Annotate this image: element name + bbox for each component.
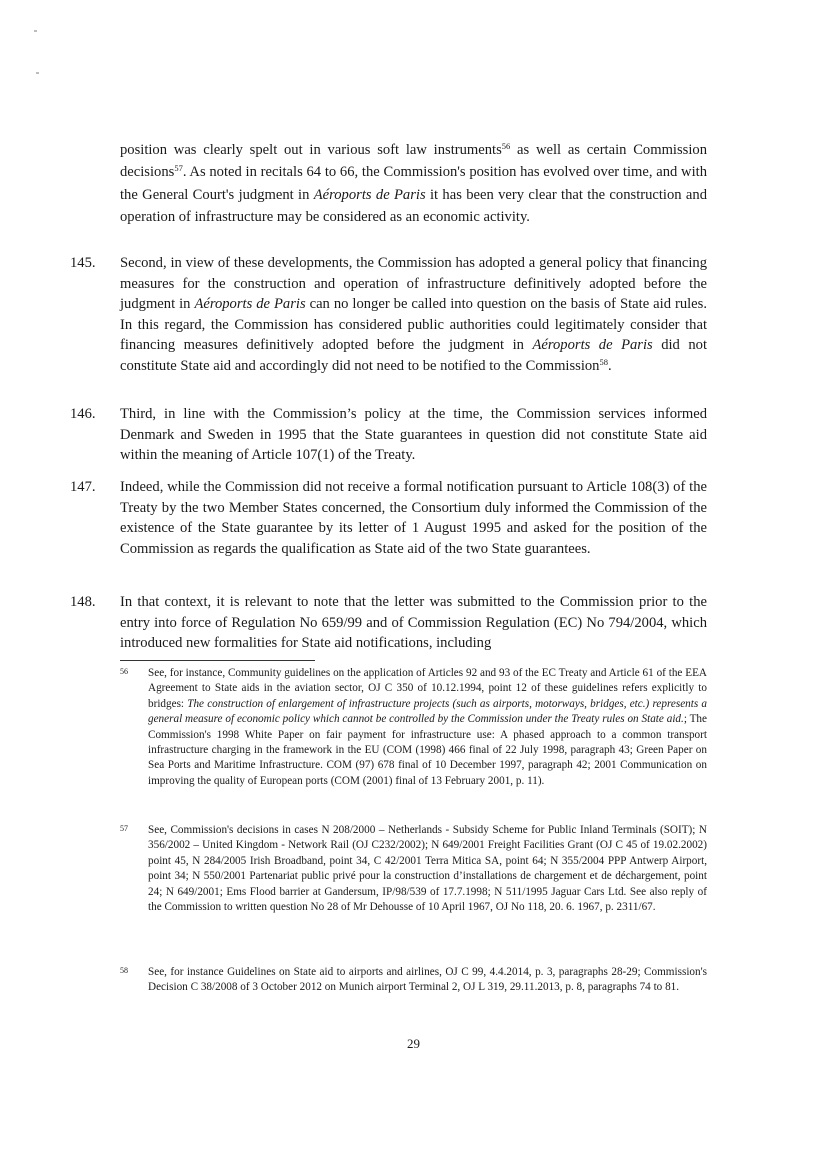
paragraph-number: 148. [70,594,96,610]
footnote-number: 57 [120,824,128,833]
scan-speck [36,72,39,74]
scan-speck [34,30,37,32]
opening-paragraph: position was clearly spelt out in various soft law instruments$^{56}$ as well as certain Commission decisions$^{57}$. As noted in recitals 64 to 66, the Commission's position has evolved over time, and with the General Court's judgment in Aéroports de Paris it has been very clear that the construction and operation of infrastructure may be considered as an economic activity. [120,141,707,226]
paragraph-145 [70,253,707,377]
footnote-ref-56[interactable]: 56 [501,141,511,151]
footnote-text: See, for instance Guidelines on State aid to airports and airlines, OJ C 99, 4.4.2014, p. 3, paragraphs 28-29; Commission's Decision C 38/2008 of 3 October 2012 on Munich airport Terminal 2, OJ L 319, 29.11.2013, p. 8, paragraphs 74 to 81. [148,966,707,994]
footnote-ref-57[interactable]: 57 [174,163,183,174]
footnote-56 [120,666,707,789]
paragraph-text: In that context, it is relevant to note that the letter was submitted to the Commission prior to the entry into force of Regulation No 659/99 and of Commission Regulation (EC) No 794/2004, which introduced new formalities for State aid notifications, including [120,594,707,652]
footnote-number: 56 [120,667,128,676]
paragraph-text: Third, in line with the Commission’s policy at the time, the Commission services informed Denmark and Sweden in 1995 that the State guarantees in question did not constitute State aid within the meaning of Article 107(1) of the Treaty. [120,406,707,464]
paragraph-146 [70,404,707,466]
footnote-separator [120,660,315,661]
paragraph-number: 146. [70,406,96,422]
page-number: 29 [407,1036,420,1051]
paragraph-147 [70,477,707,559]
footnote-text: See, Commission's decisions in cases N 208/2000 – Netherlands - Subsidy Scheme for Public Inland Terminals (SOIT); N 356/2002 – United Kingdom - Network Rail (OJ C232/2002); N 649/2001 Freight Facilities Grant (OJ C 45 of 19.02.2002) point 45, N 284/2005 Irish Broadband, point 34, C 42/2001 Terra Mitica SA, point 64; N 355/2004 PPP Antwerp Airport, point 34; N 550/2001 Partenariat public privé pour la construction d’installations de chargement et de déchargement, point 24; N 649/2001; Ems Flood barrier at Gandersum, IP/98/539 of 17.7.1998; N 511/1995 Jaguar Cars Ltd. See also reply of the Commission to written question No 28 of Mr Dehousse of 10 April 1967, OJ No 118, 20. 6. 1967, p. 2311/67. [148,824,707,914]
footnote-58 [120,965,707,996]
footnote-text: See, for instance, Community guidelines on the application of Articles 92 and 93 of the EC Treaty and Article 61 of the EEA Agreement to State aids in the aviation sector, OJ C 350 of 10.12.1994, point 12 of these guidelines refers explicitly to bridges: The construction of enlargement of infrastructure projects (such as airports, motorways, bridges, etc.) represents a general measure of economic policy which cannot be controlled by the Commission under the Treaty rules on State aid.; The Commission's 1998 White Paper on fair payment for infrastructure use: A phased approach to a common transport infrastructure charging in the framework in the EU (COM (1998) 466 final of 22 July 1998, paragraph 43; Green Paper on Sea Ports and Maritime Infrastructure. COM (97) 678 final of 10 December 1997, paragraph 42; 2001 Communication on improving the quality of European ports (COM (2001) final of 13 February 2001, p. 11). [148,667,708,787]
paragraph-148 [70,592,707,654]
footnote-ref-58[interactable]: 58 [599,356,608,367]
paragraph-text: Indeed, while the Commission did not receive a formal notification pursuant to Article 108(3) of the Treaty by the two Member States concerned, the Consortium duly informed the Commission of the existence of the State guarantee by its letter of 1 August 1995 and asked for the position of the Commission as regards the qualification as State aid of the two State guarantees. [120,479,707,557]
footnote-number: 58 [120,966,128,975]
footnote-57 [120,823,707,915]
paragraph-text: Second, in view of these developments, the Commission has adopted a general policy that financing measures for the construction and operation of infrastructure definitively adopted before the judgment in Aéroports de Paris can no longer be called into question on the basis of State aid rules. In this regard, the Commission has considered public authorities could legitimately consider that financing measures definitively adopted before the judgment in Aéroports de Paris did not constitute State aid and accordingly did not need to be notified to the Commission$^{58}$. [120,255,707,374]
paragraph-number: 147. [70,479,96,495]
paragraph-number: 145. [70,255,96,271]
